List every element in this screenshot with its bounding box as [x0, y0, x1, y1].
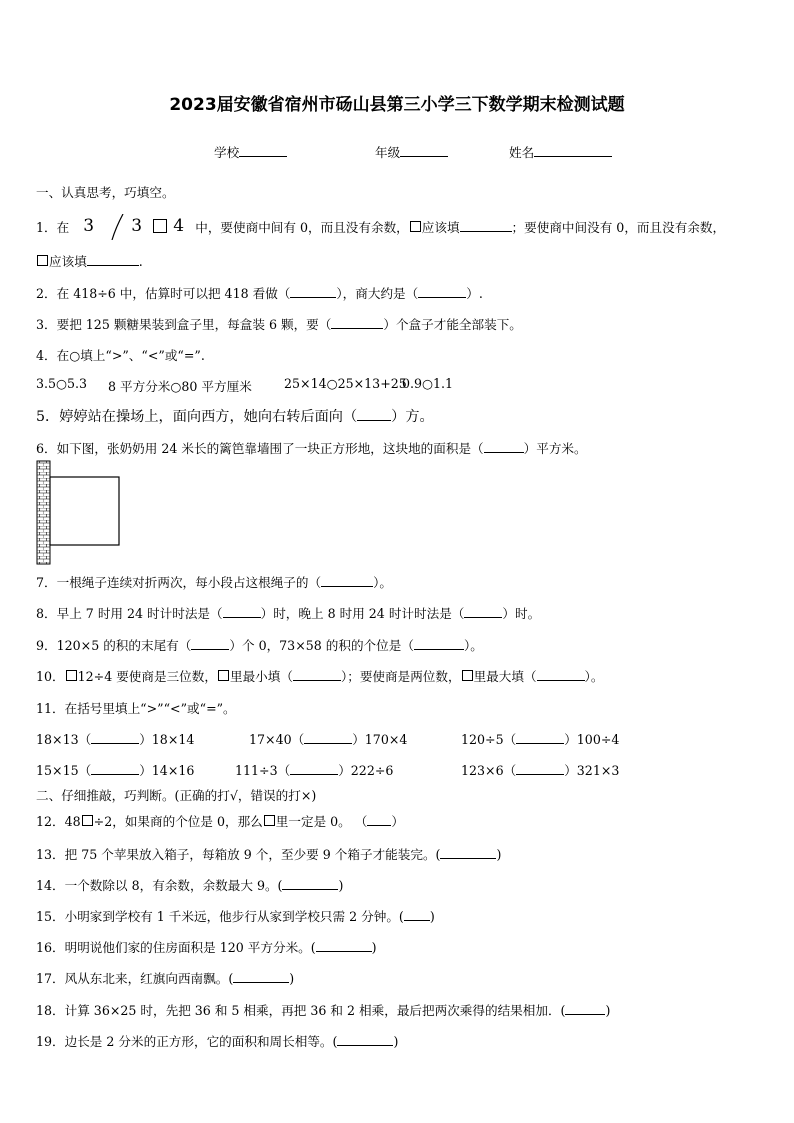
q8-text-a: 8．早上 7 时用 24 时计时法是（: [36, 606, 223, 621]
q11-row1-item2: [249, 729, 407, 748]
q7-text-a: 7．一根绳子连续对折两次，每小段占这根绳子的（: [36, 575, 322, 590]
division-bracket-icon: [111, 214, 125, 240]
q3-text-b: ）个盒子才能全部装下。: [383, 317, 522, 332]
page-title: 2023届安徽省宿州市砀山县第三小学三下数学期末检测试题: [169, 95, 625, 115]
brick-wall: [37, 461, 50, 564]
square-plot: [50, 477, 119, 545]
q19-text-a: 19．边长是 2 分米的正方形，它的面积和周长相等。(: [36, 1034, 338, 1049]
q2-text-b: ），商大约是（: [336, 286, 419, 301]
question-14: [36, 875, 343, 894]
grade-label: 年级: [375, 145, 401, 160]
q12-text-a: 12．48: [36, 814, 81, 829]
q15-blank[interactable]: [404, 908, 430, 921]
question-11: 11．在括号里填上“>”“<”或“=”。: [36, 701, 236, 716]
school-label: 学校: [214, 145, 240, 160]
q12-text-b: ÷2，如果商的个位是 0，那么: [93, 814, 263, 829]
box-icon: [264, 815, 275, 826]
box-icon: [37, 255, 48, 266]
q12-text-d: ）: [391, 814, 404, 829]
q11-row1-item3: [461, 729, 619, 748]
q16-text-a: 16．明明说他们家的住房面积是 120 平方分米。(: [36, 940, 316, 955]
name-field: [509, 142, 612, 161]
q1-blank-1[interactable]: [460, 219, 512, 232]
q11-left: 123×6（: [461, 763, 517, 778]
q6-text-a: 6．如下图，张奶奶用 24 米长的篱笆靠墙围了一块正方形地，这块地的面积是（: [36, 441, 484, 456]
question-12: [36, 811, 404, 830]
q4-item-4: 0.9○1.1: [402, 376, 454, 391]
q10-text-e: ）。: [584, 669, 604, 684]
question-1-line2: [36, 251, 143, 270]
question-9: [36, 635, 483, 654]
q11-row1-item1: [36, 729, 194, 748]
q14-blank[interactable]: [282, 877, 338, 890]
q13-blank[interactable]: [440, 846, 496, 859]
name-blank[interactable]: [534, 144, 612, 157]
q9-text-c: ）。: [463, 638, 483, 653]
q18-text-b: ): [605, 1003, 611, 1018]
q11-blank[interactable]: [304, 731, 352, 744]
q11-blank[interactable]: [91, 762, 139, 775]
q11-right: ）321×3: [564, 763, 620, 778]
q5-text-b: ）方。: [391, 409, 434, 425]
q11-left: 120÷5（: [461, 732, 517, 747]
q8-text-b: ）时，晚上 8 时用 24 时计时法是（: [260, 606, 465, 621]
school-blank[interactable]: [239, 144, 287, 157]
q10-blank-2[interactable]: [537, 668, 585, 681]
q4-item-3: 25×14○25×13+25: [284, 376, 407, 391]
q11-blank[interactable]: [290, 762, 338, 775]
q6-blank[interactable]: [484, 440, 524, 453]
q7-text-b: ）。: [373, 575, 392, 590]
q16-text-b: ): [371, 940, 377, 955]
name-label: 姓名: [509, 145, 535, 160]
q19-text-b: ): [393, 1034, 399, 1049]
q9-blank-2[interactable]: [414, 637, 464, 650]
box-icon: [410, 221, 421, 232]
q2-blank-2[interactable]: [418, 285, 466, 298]
q11-blank[interactable]: [516, 731, 564, 744]
q9-text-a: 9．120×5 的积的末尾有（: [36, 638, 192, 653]
q17-blank[interactable]: [233, 970, 289, 983]
q5-blank[interactable]: [357, 408, 391, 421]
q6-text-b: ）平方米。: [523, 441, 587, 456]
q10-text-b: 里最小填（: [229, 669, 293, 684]
question-3: [36, 314, 522, 333]
question-6: [36, 438, 587, 457]
q12-text-c: 里一定是 0。 （: [275, 814, 368, 829]
q18-text-a: 18．计算 36×25 时，先把 36 和 5 相乘，再把 36 和 2 相乘，最后把两次乘得的结果相加．(: [36, 1003, 566, 1018]
question-8: [36, 603, 540, 622]
q1-number: 1．在: [36, 220, 70, 235]
q11-left: 18×13（: [36, 732, 92, 747]
q11-left: 15×15（: [36, 763, 92, 778]
question-19: [36, 1031, 398, 1050]
grade-blank[interactable]: [400, 144, 448, 157]
q10-text-d: 里最大填（: [473, 669, 537, 684]
q17-text-a: 17．风从东北来，红旗向西南飘。(: [36, 971, 234, 986]
dividend-digit-3: 4: [173, 216, 185, 236]
q4-item-2: 8 平方分米○80 平方厘米: [108, 379, 252, 394]
wall-and-square-figure: [36, 460, 126, 566]
q10-blank-1[interactable]: [293, 668, 341, 681]
q12-blank[interactable]: [367, 813, 391, 826]
q7-blank[interactable]: [321, 574, 373, 587]
q1-fill-text: 应该填: [421, 220, 460, 235]
q1-text: 中，要使商中间有 0，而且没有余数，: [195, 220, 409, 235]
q2-blank-1[interactable]: [290, 285, 336, 298]
q15-text-a: 15．小明家到学校有 1 千米远，他步行从家到学校只需 2 分钟。(: [36, 909, 404, 924]
q10-text-c: ）；要使商是两位数，: [340, 669, 461, 684]
q11-right: ）18×14: [139, 732, 195, 747]
q8-blank-1[interactable]: [223, 605, 261, 618]
q2-text-c: ）.: [466, 286, 483, 301]
question-17: [36, 968, 294, 987]
q1-text-end: ；要使商中间没有 0，而且没有余数，: [511, 220, 726, 235]
q11-left: 111÷3（: [235, 763, 291, 778]
q1-line2-end: .: [138, 254, 143, 269]
q11-row2-item2: [235, 760, 393, 779]
q3-text-a: 3．要把 125 颗糖果装到盒子里，每盒装 6 颗，要（: [36, 317, 332, 332]
q1-blank-2[interactable]: [87, 253, 139, 266]
q18-blank[interactable]: [565, 1002, 605, 1015]
q2-text-a: 2．在 418÷6 中，估算时可以把 418 看做（: [36, 286, 291, 301]
box-icon: [462, 670, 473, 681]
q11-row2-item3: [461, 760, 619, 779]
q14-text-b: ): [338, 878, 344, 893]
q16-blank[interactable]: [316, 939, 372, 952]
q15-text-b: ): [429, 909, 435, 924]
question-2: [36, 283, 483, 302]
q10-number: 10．: [36, 669, 65, 684]
q14-text-a: 14．一个数除以 8，有余数，余数最大 9。(: [36, 878, 283, 893]
q11-right: ）100÷4: [564, 732, 620, 747]
dividend-digit-1: 3: [131, 216, 143, 236]
q13-text-b: ): [496, 847, 502, 862]
question-4: 4．在○填上“>”、“<”或“=”.: [36, 348, 205, 363]
box-icon: [218, 670, 229, 681]
section1-heading: 一、认真思考，巧填空。: [36, 185, 175, 200]
divisor: 3: [83, 216, 95, 236]
q1-line2-text: 应该填: [49, 254, 87, 269]
question-1: [36, 214, 725, 240]
q9-blank-1[interactable]: [191, 637, 229, 650]
box-icon: [82, 815, 93, 826]
q5-text-a: 5．婷婷站在操场上，面向西方，她向右转后面向（: [36, 409, 358, 425]
q17-text-b: ): [289, 971, 295, 986]
q11-right: ）222÷6: [338, 763, 394, 778]
question-13: [36, 844, 501, 863]
q19-blank[interactable]: [337, 1033, 393, 1046]
q11-left: 17×40（: [249, 732, 305, 747]
q10-text-a: 12÷4 要使商是三位数，: [77, 669, 217, 684]
q11-right: ）170×4: [352, 732, 408, 747]
q11-blank[interactable]: [516, 762, 564, 775]
q8-blank-2[interactable]: [464, 605, 502, 618]
q11-blank[interactable]: [91, 731, 139, 744]
question-18: [36, 1000, 610, 1019]
q11-row2-item1: [36, 760, 194, 779]
dividend-box[interactable]: [153, 219, 167, 233]
q13-text-a: 13．把 75 个苹果放入箱子，每箱放 9 个，至少要 9 个箱子才能装完。(: [36, 847, 441, 862]
box-icon: [66, 670, 77, 681]
q8-text-c: ）时。: [502, 606, 541, 621]
q3-blank[interactable]: [331, 316, 383, 329]
question-15: [36, 906, 435, 925]
school-field: [214, 142, 287, 161]
q9-text-b: ）个 0，73×58 的积的个位是（: [229, 638, 414, 653]
q11-right: ）14×16: [139, 763, 195, 778]
question-5: [36, 406, 434, 426]
q4-item-1: 3.5○5.3: [36, 376, 88, 391]
section2-heading: 二、仔细推敲，巧判断。(正确的打√，错误的打×): [36, 788, 317, 803]
long-division-figure: [73, 214, 191, 240]
grade-field: [375, 142, 448, 161]
question-10: [36, 666, 603, 685]
question-16: [36, 937, 377, 956]
question-7: [36, 572, 392, 591]
